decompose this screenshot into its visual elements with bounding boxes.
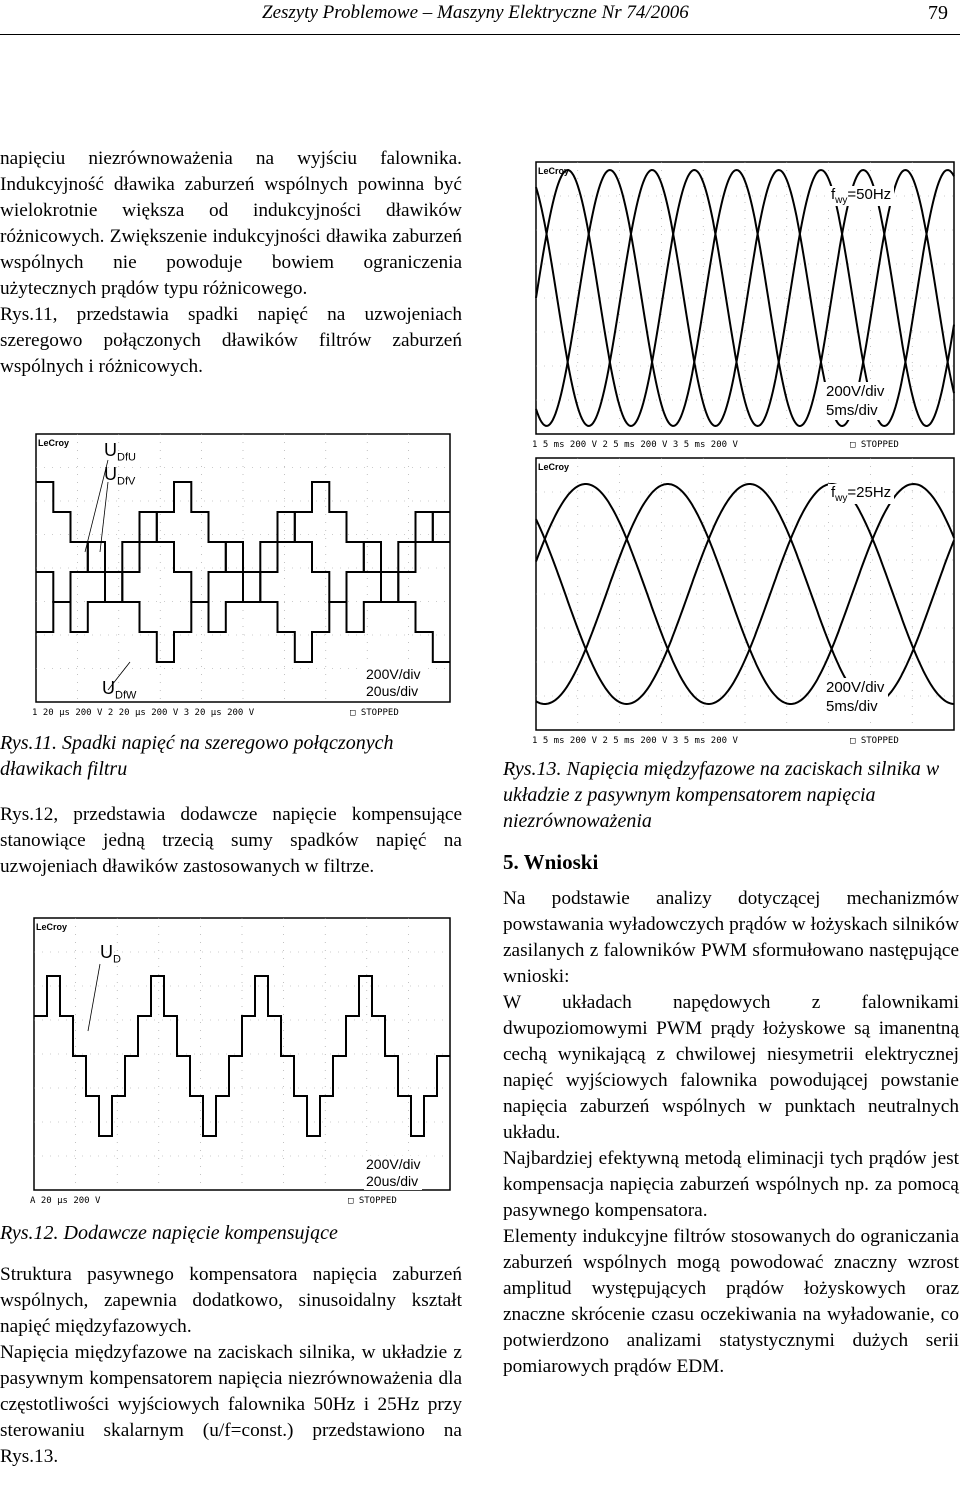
section-heading: 5. Wnioski (503, 850, 599, 874)
fig11-status: 1 20 μs 200 V 2 20 μs 200 V 3 20 μs 200 V (32, 708, 255, 718)
label-udfw: $U_{DfW}$ (102, 678, 137, 702)
page-header (0, 0, 960, 40)
label-udfv: $U_{DfV}$ (104, 464, 136, 488)
fig13a-status: 1 5 ms 200 V 2 5 ms 200 V 3 5 ms 200 V (532, 440, 738, 450)
fig13b-freq: $f_{wy}=25Hz$ (828, 484, 894, 504)
conclusions-text (503, 886, 959, 1380)
page-number: 79 (928, 2, 948, 24)
scope-brand: LeCroy (538, 166, 570, 176)
fig12-scale: 200V/div 20us/div (366, 1156, 421, 1189)
figure-12-oscillogram (28, 916, 456, 1212)
paragraph: Struktura pasywnego kompensatora napięcia zaburzeń wspólnych, zapewnia dodatkowo, sinusoidalny kształt napięć międzyfazowych. (0, 1264, 462, 1337)
paragraph: Na podstawie analizy dotyczącej mechanizmów powstawania wyładowczych prądów w łożyskach silników zasilanych z falowników PWM sformułowano następujące wnioski: (503, 888, 959, 987)
scope-brand: LeCroy (538, 462, 570, 472)
header-rule (0, 34, 960, 35)
scope-brand: LeCroy (38, 438, 70, 448)
fig13b-scale: 200V/div 5ms/div (822, 678, 888, 716)
fig11-scale: 200V/div 20us/div (366, 666, 421, 699)
fig13a-scale: 200V/div 5ms/div (822, 382, 888, 420)
fig13a-stopped: □ STOPPED (850, 440, 899, 450)
fig12-caption: Rys.12. Dodawcze napięcie kompensujące (0, 1222, 338, 1244)
left-top-text (0, 146, 462, 380)
scope-brand: LeCroy (36, 922, 68, 932)
journal-title: Zeszyty Problemowe – Maszyny Elektryczne Nr 74/2006 (262, 2, 689, 23)
paragraph: Rys.11, przedstawia spadki napięć na uzwojeniach szeregowo połączonych dławików filtrów zaburzeń wspólnych i różnicowych. (0, 304, 462, 377)
fig13b-status: 1 5 ms 200 V 2 5 ms 200 V 3 5 ms 200 V (532, 736, 738, 746)
paragraph: Najbardziej efektywną metodą eliminacji tych prądów jest kompensacja napięcia zaburzeń wspólnych np. za pomocą pasywnego kompensatora. (503, 1148, 959, 1221)
paragraph: napięciu niezrównoważenia na wyjściu falownika. Indukcyjność dławika zaburzeń wspólnych powinna być wielokrotnie większa od indukcyjności dławików różnicowych. Zwiększenie indukcyjności dławika zaburzeń wspólnych nie powoduje bowiem ograniczenia użytecznych prądów typu różnicowego. (0, 148, 462, 299)
figure-13b-oscillogram (530, 456, 958, 752)
left-mid-text (0, 802, 462, 880)
left-bottom-text (0, 1262, 462, 1470)
fig13-caption: Rys.13. Napięcia międzyfazowe na zaciskach silnika w układzie z pasywnym kompensatorem napięcia niezrównoważenia (503, 758, 940, 832)
label-udfu: $U_{DfU}$ (104, 440, 136, 464)
figure-11-oscillogram (30, 432, 456, 722)
fig11-stopped: □ STOPPED (350, 708, 399, 718)
fig11-caption: Rys.11. Spadki napięć na szeregowo połączonych dławikach filtru (0, 732, 394, 780)
fig12-stopped: □ STOPPED (348, 1196, 397, 1206)
paragraph: Elementy indukcyjne filtrów stosowanych do ograniczania zaburzeń wspólnych mogą powodować znaczny wzrost amplitud występujących prądów łożyskowych oraz znaczne skrócenie czasu oczekiwania na wyładowanie, co potwierdzono analizami statystycznymi dużych serii pomiarowych prądów EDM. (503, 1226, 959, 1377)
paragraph: W układach napędowych z falownikami dwupoziomowymi PWM prądy łożyskowe są imanentną cechą wynikającą z chwilowej niesymetrii elektrycznej napięć wyjściowych falownika powodującej powstanie napięcia zaburzeń wspólnych w punktach neutralnych układu. (503, 992, 959, 1143)
fig13a-freq: $f_{wy}=50Hz$ (828, 186, 894, 206)
fig12-status: A 20 μs 200 V (30, 1196, 101, 1206)
label-ud: $U_D$ (100, 942, 121, 966)
paragraph: Rys.12, przedstawia dodawcze napięcie kompensujące stanowiące jedną trzecią sumy spadków napięć na uzwojeniach dławików zastosowanych w filtrze. (0, 804, 462, 877)
fig13b-stopped: □ STOPPED (850, 736, 899, 746)
figure-13a-oscillogram (530, 160, 958, 456)
paragraph: Napięcia międzyfazowe na zaciskach silnika, w układzie z pasywnym kompensatorem napięcia niezrównoważenia dla częstotliwości wyjściowych falownika 50Hz i 25Hz przy sterowaniu skalarnym (u/f=const.) przedstawiono na Rys.13. (0, 1342, 462, 1467)
